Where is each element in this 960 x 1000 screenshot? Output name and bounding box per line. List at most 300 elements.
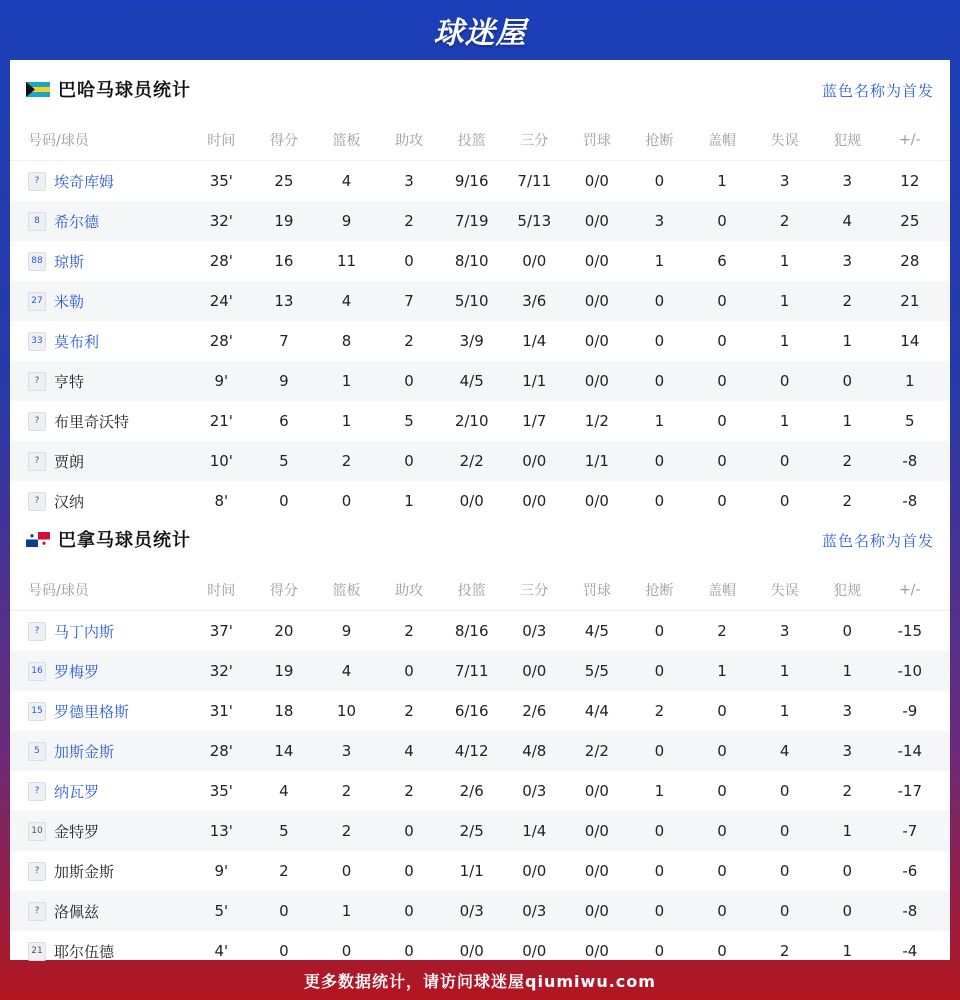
stat-cell: 2/10 <box>454 412 489 430</box>
stat-cell: 1/1 <box>459 862 484 880</box>
stat-cell: 0 <box>279 942 289 960</box>
stat-cell: 25 <box>900 212 920 230</box>
stat-cell: 1 <box>779 332 790 350</box>
stat-cell: 2 <box>654 702 665 720</box>
column-header: 三分 <box>520 133 549 149</box>
stat-cell: 2 <box>717 622 727 640</box>
table-row <box>10 771 950 811</box>
stat-cell: 1 <box>654 782 665 800</box>
player-name[interactable]: 希尔德 <box>54 212 100 231</box>
stat-cell: 2 <box>842 292 852 310</box>
stat-cell: 2 <box>341 782 352 800</box>
stat-cell: 0 <box>654 942 665 960</box>
jersey-number: ? <box>28 902 46 921</box>
table-header <box>10 120 950 161</box>
stat-cell: 0/0 <box>584 332 609 350</box>
column-header: 犯规 <box>833 133 862 149</box>
stat-cell: 1 <box>779 412 790 430</box>
player-cell <box>10 661 190 682</box>
stat-cell: 0 <box>654 742 665 760</box>
stat-cell: 6 <box>279 412 289 430</box>
stat-cell: 7 <box>404 292 414 310</box>
stat-cell: 3 <box>842 172 852 190</box>
stat-cell: 3 <box>779 172 790 190</box>
stat-cell: 13 <box>274 292 294 310</box>
player-cell <box>10 211 190 232</box>
stat-cell: 0 <box>779 902 790 920</box>
stat-cell: 5/5 <box>584 662 609 680</box>
column-header: 助攻 <box>395 583 424 599</box>
stat-cell: 5 <box>404 412 414 430</box>
jersey-number: ? <box>28 492 46 511</box>
column-header: 盖帽 <box>708 583 737 599</box>
stat-cell: 0/0 <box>522 942 547 960</box>
stat-cell: 4/8 <box>522 742 547 760</box>
stat-cell: 0 <box>654 662 665 680</box>
stat-cell: 4/5 <box>459 372 484 390</box>
player-rows <box>10 611 950 971</box>
stat-cell: 0 <box>717 212 727 230</box>
stat-cell: 21 <box>900 292 920 310</box>
table-header <box>10 570 950 611</box>
stat-cell: 13' <box>209 822 233 840</box>
stat-cell: -4 <box>902 942 918 960</box>
stat-cell: 0 <box>341 862 352 880</box>
stat-cell: 0 <box>842 622 852 640</box>
stat-cell: 1/4 <box>522 332 547 350</box>
jersey-number: 10 <box>28 822 46 841</box>
stat-cell: 0/0 <box>584 862 609 880</box>
footer-text: 更多数据统计，请访问球迷屋qiumiwu.com <box>304 971 656 991</box>
jersey-number: ? <box>28 862 46 881</box>
column-header: +/- <box>899 582 921 598</box>
player-name: 洛佩兹 <box>54 902 100 921</box>
table-row <box>10 401 950 441</box>
jersey-number: ? <box>28 412 46 431</box>
stat-cell: 0 <box>717 782 727 800</box>
player-cell <box>10 171 190 192</box>
player-name[interactable]: 罗德里格斯 <box>54 702 130 721</box>
stat-cell: 0 <box>779 372 790 390</box>
stat-cell: 1 <box>842 412 852 430</box>
stat-cell: 0/0 <box>522 492 547 510</box>
stat-cell: 0/0 <box>584 212 609 230</box>
stat-cell: 2 <box>779 212 790 230</box>
stat-cell: 0 <box>717 492 727 510</box>
stat-cell: 2/6 <box>522 702 547 720</box>
stat-cell: 0/0 <box>584 942 609 960</box>
player-cell <box>10 901 190 922</box>
stat-cell: 1/2 <box>584 412 609 430</box>
player-name: 耶尔伍德 <box>54 942 115 961</box>
stat-cell: 2/5 <box>459 822 484 840</box>
stat-cell: 32' <box>209 212 233 230</box>
column-header: 时间 <box>207 583 236 599</box>
stat-cell: 31' <box>209 702 233 720</box>
stat-cell: 3/9 <box>459 332 484 350</box>
player-name[interactable]: 加斯金斯 <box>54 742 115 761</box>
stat-cell: 11 <box>336 252 357 270</box>
player-name[interactable]: 马丁内斯 <box>54 622 115 641</box>
stat-cell: 35' <box>209 172 233 190</box>
stat-cell: 1 <box>654 252 665 270</box>
stat-cell: 0 <box>717 942 727 960</box>
stat-cell: 0/0 <box>522 662 547 680</box>
stat-cell: 2 <box>842 782 852 800</box>
stat-cell: 1 <box>842 662 852 680</box>
jersey-number: 15 <box>28 702 46 721</box>
player-name: 加斯金斯 <box>54 862 115 881</box>
stat-cell: 0 <box>717 372 727 390</box>
stat-cell: 8 <box>341 332 352 350</box>
table-row <box>10 651 950 691</box>
stat-cell: 2 <box>341 822 352 840</box>
stat-cell: 12 <box>900 172 920 190</box>
table-row <box>10 851 950 891</box>
jersey-number: ? <box>28 172 46 191</box>
player-name[interactable]: 莫布利 <box>54 332 100 351</box>
player-name: 布里奇沃特 <box>54 412 130 431</box>
player-cell <box>10 861 190 882</box>
stat-cell: 9 <box>279 372 289 390</box>
stat-cell: 6/16 <box>454 702 489 720</box>
stat-cell: 2 <box>404 212 414 230</box>
stat-cell: 4/12 <box>454 742 489 760</box>
stat-cell: 1/7 <box>522 412 547 430</box>
stat-cell: 1 <box>779 252 790 270</box>
stat-cell: 0 <box>404 252 414 270</box>
top-header <box>0 0 960 60</box>
stat-cell: 0 <box>654 492 665 510</box>
player-cell <box>10 491 190 512</box>
column-header: 号码/球员 <box>28 583 89 599</box>
stat-cell: 1 <box>905 372 915 390</box>
stat-cell: 7/11 <box>517 172 552 190</box>
stat-cell: 24' <box>209 292 233 310</box>
stat-cell: -9 <box>902 702 918 720</box>
jersey-number: ? <box>28 622 46 641</box>
stat-cell: 0 <box>717 862 727 880</box>
stat-cell: 0/0 <box>459 942 484 960</box>
player-cell <box>10 331 190 352</box>
stat-cell: 8/16 <box>454 622 489 640</box>
stat-cell: 0/3 <box>459 902 484 920</box>
jersey-number: 21 <box>28 942 46 961</box>
stat-cell: 2 <box>404 332 414 350</box>
stat-cell: 19 <box>274 662 294 680</box>
stat-cell: 8' <box>214 492 229 510</box>
player-cell <box>10 451 190 472</box>
column-header: 篮板 <box>332 133 361 149</box>
column-header: 投篮 <box>457 133 486 149</box>
stat-cell: 37' <box>209 622 233 640</box>
stat-cell: 4 <box>779 742 790 760</box>
stat-cell: -8 <box>902 902 918 920</box>
stat-cell: 0 <box>717 452 727 470</box>
stat-cell: 0/0 <box>584 782 609 800</box>
stat-cell: 0/3 <box>522 782 547 800</box>
player-name[interactable]: 埃奇库姆 <box>54 172 115 191</box>
stat-cell: 0 <box>404 902 414 920</box>
column-header: 罚球 <box>582 583 611 599</box>
player-name[interactable]: 纳瓦罗 <box>54 782 100 801</box>
stat-cell: 4 <box>279 782 289 800</box>
stat-cell: 0 <box>717 332 727 350</box>
stat-cell: 8/10 <box>454 252 489 270</box>
stat-cell: 2 <box>279 862 289 880</box>
stat-cell: -15 <box>897 622 923 640</box>
panama-flag-icon <box>26 532 50 547</box>
player-cell <box>10 621 190 642</box>
stat-cell: 2/2 <box>584 742 609 760</box>
stat-cell: 4' <box>214 942 229 960</box>
jersey-number: 16 <box>28 662 46 681</box>
table-row <box>10 321 950 361</box>
stat-cell: 21' <box>209 412 233 430</box>
stat-cell: 0 <box>404 662 414 680</box>
stat-cell: 0/0 <box>584 902 609 920</box>
player-name: 汉纳 <box>54 492 85 511</box>
player-cell <box>10 821 190 842</box>
table-row <box>10 441 950 481</box>
stat-cell: 25 <box>274 172 294 190</box>
stat-cell: 0 <box>341 492 352 510</box>
column-header: 得分 <box>269 583 298 599</box>
stat-cell: 0 <box>404 862 414 880</box>
stat-cell: 0/0 <box>584 822 609 840</box>
stat-cell: 35' <box>209 782 233 800</box>
stat-cell: 2 <box>842 452 852 470</box>
stat-cell: 1/4 <box>522 822 547 840</box>
stat-cell: 0 <box>404 452 414 470</box>
starter-note: 蓝色名称为首发 <box>821 532 934 550</box>
stat-cell: 2/2 <box>459 452 484 470</box>
stat-cell: 0 <box>779 782 790 800</box>
stat-cell: 0/3 <box>522 902 547 920</box>
stat-cell: 0 <box>842 372 852 390</box>
stat-cell: 0/0 <box>584 292 609 310</box>
stat-cell: 1 <box>842 942 852 960</box>
section-header <box>10 510 950 570</box>
column-header: 号码/球员 <box>28 133 89 149</box>
stat-cell: 1 <box>341 412 352 430</box>
column-header: +/- <box>899 132 921 148</box>
stat-cell: 0/0 <box>584 172 609 190</box>
table-row <box>10 281 950 321</box>
player-cell <box>10 701 190 722</box>
stat-cell: 4 <box>341 292 352 310</box>
jersey-number: ? <box>28 452 46 471</box>
stat-cell: 14 <box>274 742 294 760</box>
stat-cell: 1/1 <box>522 372 547 390</box>
stat-cell: -17 <box>897 782 923 800</box>
stat-cell: 3 <box>404 172 414 190</box>
stat-cell: 0 <box>654 822 665 840</box>
team-section-panama <box>10 510 950 971</box>
column-header: 盖帽 <box>708 133 737 149</box>
stat-cell: 16 <box>274 252 294 270</box>
stat-cell: 0/0 <box>584 492 609 510</box>
stat-cell: 3 <box>779 622 790 640</box>
stat-cell: 0 <box>717 742 727 760</box>
table-row <box>10 811 950 851</box>
stat-cell: 18 <box>274 702 294 720</box>
stat-cell: 0 <box>842 902 852 920</box>
stat-cell: 3 <box>842 742 852 760</box>
stat-cell: 4/5 <box>584 622 609 640</box>
stat-cell: 5 <box>279 822 289 840</box>
stat-cell: 9 <box>341 622 352 640</box>
column-header: 得分 <box>269 133 298 149</box>
stat-cell: 2 <box>779 942 790 960</box>
stat-cell: -7 <box>902 822 918 840</box>
stat-cell: 5 <box>905 412 915 430</box>
stat-cell: -14 <box>897 742 923 760</box>
stat-cell: 0 <box>717 702 727 720</box>
stat-cell: -8 <box>902 492 918 510</box>
stat-cell: 3 <box>341 742 352 760</box>
column-header: 失误 <box>770 583 799 599</box>
player-name: 贾朗 <box>54 452 85 471</box>
jersey-number: 5 <box>28 742 46 761</box>
column-header: 罚球 <box>582 133 611 149</box>
table-row <box>10 201 950 241</box>
stat-cell: 0 <box>654 372 665 390</box>
stat-cell: 5/10 <box>454 292 489 310</box>
stat-cell: 0 <box>779 492 790 510</box>
stat-cell: 1 <box>404 492 414 510</box>
stat-cell: 1 <box>779 702 790 720</box>
stat-cell: 28' <box>209 252 233 270</box>
stat-cell: 1 <box>842 332 852 350</box>
player-name[interactable]: 琼斯 <box>54 252 85 271</box>
stat-cell: 1 <box>842 822 852 840</box>
column-header: 投篮 <box>457 583 486 599</box>
column-header: 篮板 <box>332 583 361 599</box>
team-section-bahamas <box>10 60 950 521</box>
stat-cell: 7/19 <box>454 212 489 230</box>
player-name: 金特罗 <box>54 822 100 841</box>
stat-cell: 20 <box>274 622 294 640</box>
stat-cell: 1 <box>341 372 352 390</box>
player-cell <box>10 411 190 432</box>
player-cell <box>10 781 190 802</box>
column-header: 时间 <box>207 133 236 149</box>
stat-cell: 6 <box>717 252 727 270</box>
stat-cell: 1 <box>779 662 790 680</box>
stat-cell: 4 <box>842 212 852 230</box>
table-row <box>10 691 950 731</box>
jersey-number: ? <box>28 782 46 801</box>
column-header: 抢断 <box>645 133 674 149</box>
stat-cell: 0 <box>654 902 665 920</box>
stat-cell: 0 <box>779 862 790 880</box>
stat-cell: 0 <box>717 902 727 920</box>
stat-cell: 1 <box>341 902 352 920</box>
stat-cell: 10' <box>209 452 233 470</box>
stat-cell: 0 <box>717 292 727 310</box>
stat-cell: 3 <box>654 212 665 230</box>
stat-cell: 0 <box>404 372 414 390</box>
stat-cell: 4 <box>341 662 352 680</box>
stat-cell: 2/6 <box>459 782 484 800</box>
stat-cell: 1/1 <box>584 452 609 470</box>
stat-cell: 9 <box>341 212 352 230</box>
stat-cell: 0 <box>654 452 665 470</box>
site-logo: 球迷屋 <box>433 16 527 51</box>
stats-panel <box>10 60 950 960</box>
player-name[interactable]: 米勒 <box>54 292 85 311</box>
stat-cell: 0 <box>654 292 665 310</box>
section-title: 巴拿马球员统计 <box>58 530 191 551</box>
stat-cell: 2 <box>404 782 414 800</box>
stat-cell: -10 <box>897 662 923 680</box>
stat-cell: 0 <box>279 492 289 510</box>
table-row <box>10 361 950 401</box>
stat-cell: 28' <box>209 332 233 350</box>
player-name[interactable]: 罗梅罗 <box>54 662 100 681</box>
stat-cell: 9' <box>214 372 229 390</box>
stat-cell: 5/13 <box>517 212 552 230</box>
stat-cell: 4/4 <box>584 702 609 720</box>
player-cell <box>10 741 190 762</box>
stat-cell: 4 <box>341 172 352 190</box>
player-cell <box>10 371 190 392</box>
table-row <box>10 611 950 651</box>
stat-cell: 1 <box>654 412 665 430</box>
stat-cell: 5 <box>279 452 289 470</box>
stat-cell: 7 <box>279 332 289 350</box>
stat-cell: 0/0 <box>522 452 547 470</box>
footer-banner <box>0 960 960 1000</box>
table-row <box>10 731 950 771</box>
stat-cell: 28 <box>900 252 920 270</box>
stat-cell: 4 <box>404 742 414 760</box>
jersey-number: 33 <box>28 332 46 351</box>
stat-cell: 32' <box>209 662 233 680</box>
stat-cell: 10 <box>336 702 357 720</box>
stat-cell: 2 <box>341 452 352 470</box>
section-title: 巴哈马球员统计 <box>58 80 191 101</box>
stat-cell: 3/6 <box>522 292 547 310</box>
stat-cell: 9/16 <box>454 172 489 190</box>
stat-cell: 0 <box>654 622 665 640</box>
column-header: 三分 <box>520 583 549 599</box>
stat-cell: 5' <box>214 902 229 920</box>
stat-cell: 0 <box>404 942 414 960</box>
section-header <box>10 60 950 120</box>
stat-cell: 0 <box>779 822 790 840</box>
jersey-number: 8 <box>28 212 46 231</box>
stat-cell: 0/0 <box>584 372 609 390</box>
stat-cell: 0 <box>404 822 414 840</box>
player-cell <box>10 251 190 272</box>
stat-cell: 2 <box>404 622 414 640</box>
stat-cell: 1 <box>717 662 727 680</box>
player-name: 亨特 <box>54 372 85 391</box>
stat-cell: 0/0 <box>522 252 547 270</box>
stat-cell: 0 <box>717 822 727 840</box>
stat-cell: 0 <box>654 862 665 880</box>
stat-cell: 0/0 <box>459 492 484 510</box>
stat-cell: 28' <box>209 742 233 760</box>
stat-cell: 14 <box>900 332 920 350</box>
column-header: 失误 <box>770 133 799 149</box>
jersey-number: 88 <box>28 252 46 271</box>
stat-cell: 0/0 <box>584 252 609 270</box>
stat-cell: 2 <box>842 492 852 510</box>
stat-cell: 0 <box>779 452 790 470</box>
